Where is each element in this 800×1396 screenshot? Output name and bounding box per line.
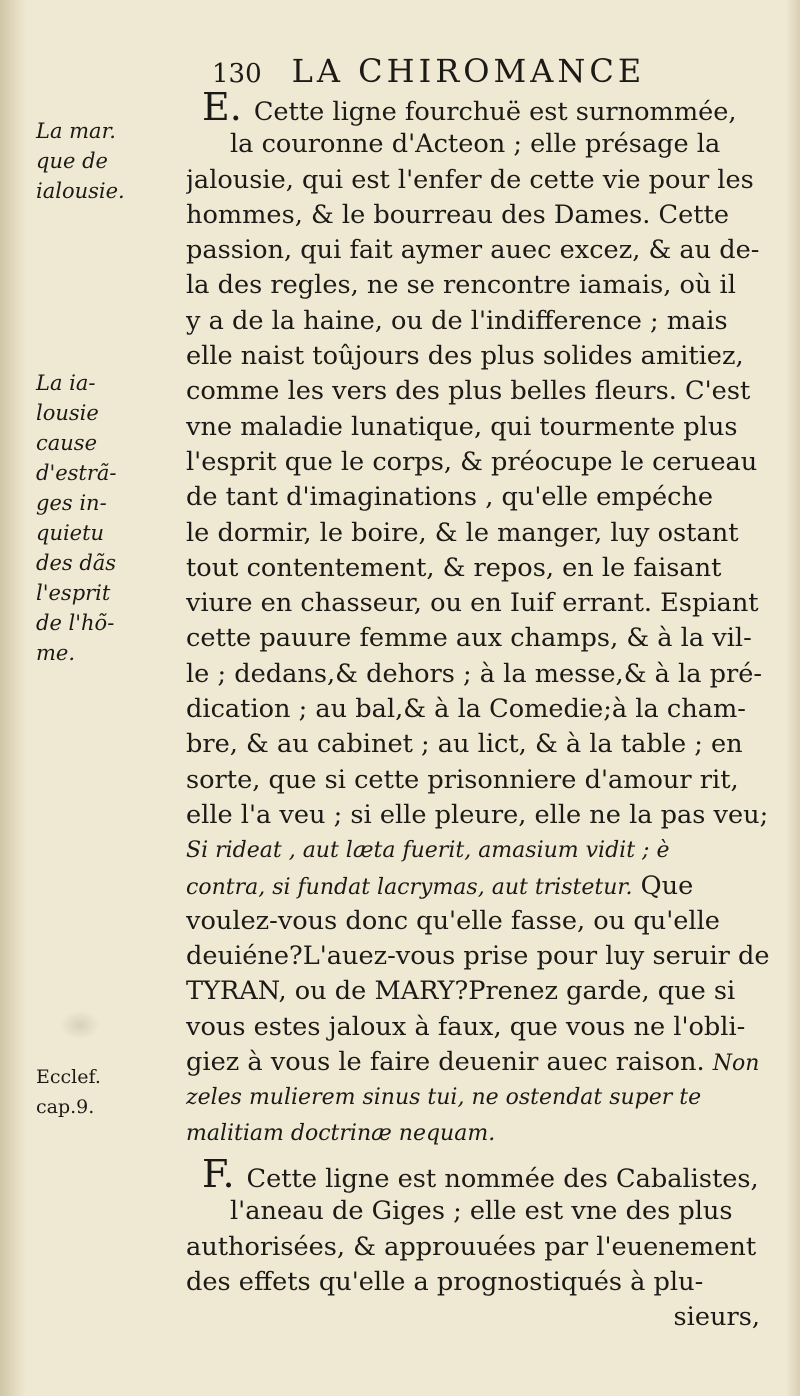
margin-line: La ia- <box>36 371 96 395</box>
text-line: tout contentement, & repos, en le faisant <box>186 552 722 583</box>
latin-quote-fragment: Non <box>712 1051 760 1077</box>
catchword: sieurs, <box>673 1302 760 1333</box>
margin-line: lousie <box>36 401 99 425</box>
margin-note-jealousy <box>36 116 186 206</box>
text-line: comme les vers des plus belles fleurs. C'est <box>186 376 751 407</box>
text-fragment: Cette ligne fourchuë est surnommée, <box>253 97 737 127</box>
section-letter-f: F. <box>202 1158 235 1195</box>
text-line: vous estes jaloux à faux, que vous ne l'obli- <box>186 1011 746 1042</box>
text-line: dication ; au bal,& à la Comedie;à la cham- <box>186 694 746 725</box>
text-line <box>186 1159 780 1194</box>
text-line <box>186 1045 780 1080</box>
margin-line: des dãs <box>36 551 117 575</box>
latin-quote-line: Si rideat , aut læta fuerit, amasium vidit ; è <box>186 838 670 864</box>
text-line: y a de la haine, ou de l'indifference ; mais <box>186 305 728 336</box>
book-title: LA CHIROMANCE <box>291 52 646 90</box>
text-line: la couronne d'Acteon ; elle présage la <box>230 129 721 160</box>
section-letter-e: E. <box>202 92 242 128</box>
text-line: l'aneau de Giges ; elle est vne des plus <box>230 1196 733 1227</box>
margin-line: de l'hõ- <box>36 611 115 635</box>
text-line: deuiéne?L'auez-vous prise pour luy seruir de <box>186 941 770 972</box>
text-fragment: giez à vous le faire deuenir auec raison. <box>186 1047 705 1078</box>
margin-line: me. <box>36 641 76 665</box>
text-line: la des regles, ne se rencontre iamais, où il <box>186 270 736 301</box>
text-line: le ; dedans,& dehors ; à la messe,& à la pré- <box>186 658 762 689</box>
text-line: de tant d'imaginations , qu'elle empéche <box>186 482 714 513</box>
margin-line: cap.9. <box>36 1096 95 1118</box>
text-line: l'esprit que le corps, & préocupe le cerueau <box>186 446 758 477</box>
margin-line: ges in- <box>36 491 107 515</box>
margin-note-ecclesiasticus <box>36 1062 186 1122</box>
page-edge <box>786 0 800 1396</box>
text-line: bre, & au cabinet ; au lict, & à la table ; en <box>186 729 743 760</box>
text-line: le dormir, le boire, & le manger, luy ostant <box>186 517 739 548</box>
text-line <box>186 869 780 904</box>
text-line <box>186 92 780 127</box>
margin-line: La mar. <box>36 119 116 143</box>
text-line: authorisées, & approuuées par l'euenement <box>186 1231 757 1262</box>
margin-line: que de <box>36 149 108 173</box>
text-line: voulez-vous donc qu'elle fasse, ou qu'elle <box>186 905 720 936</box>
page-number: 130 <box>212 59 262 89</box>
paragraph-gap <box>186 1151 780 1159</box>
margin-note-strange-worries <box>36 368 186 668</box>
text-line: cette pauure femme aux champs, & à la vil- <box>186 623 752 654</box>
margin-line: Ecclef. <box>36 1066 101 1088</box>
text-line: sorte, que si cette prisonniere d'amour rit, <box>186 764 739 795</box>
margin-line: l'esprit <box>36 581 111 605</box>
latin-quote-fragment: contra, si fundat lacrymas, aut tristetur. <box>186 874 633 900</box>
latin-quote-line: zeles mulierem sinus tui, ne ostendat super te <box>186 1085 702 1111</box>
text-fragment: Cette ligne est nommée des Cabalistes, <box>246 1163 759 1194</box>
main-text <box>186 92 780 1335</box>
page-gutter <box>0 0 26 1396</box>
text-line: vne maladie lunatique, qui tourmente plus <box>186 411 738 442</box>
text-line: elle l'a veu ; si elle pleure, elle ne la pas veu; <box>186 799 769 830</box>
running-head <box>212 52 772 96</box>
text-line: TYRAN, ou de MARY?Prenez garde, que si <box>186 976 736 1007</box>
text-line: des effets qu'elle a prognostiqués à plu- <box>186 1266 704 1297</box>
latin-quote-line: malitiam doctrinæ nequam. <box>186 1120 496 1146</box>
margin-line: quietu <box>36 521 105 545</box>
text-line: viure en chasseur, ou en Iuif errant. Espiant <box>186 588 759 619</box>
margin-line: ialousie. <box>36 179 125 203</box>
text-line: jalousie, qui est l'enfer de cette vie pour les <box>186 164 754 195</box>
text-line: elle naist toûjours des plus solides amitiez, <box>186 341 744 372</box>
margin-line: cause <box>36 431 98 455</box>
text-fragment: Que <box>640 870 694 901</box>
margin-line: d'estrã- <box>36 461 117 485</box>
text-line: passion, qui fait aymer auec excez, & au de- <box>186 235 760 266</box>
text-line: hommes, & le bourreau des Dames. Cette <box>186 199 729 230</box>
paper-stain <box>60 1010 100 1040</box>
